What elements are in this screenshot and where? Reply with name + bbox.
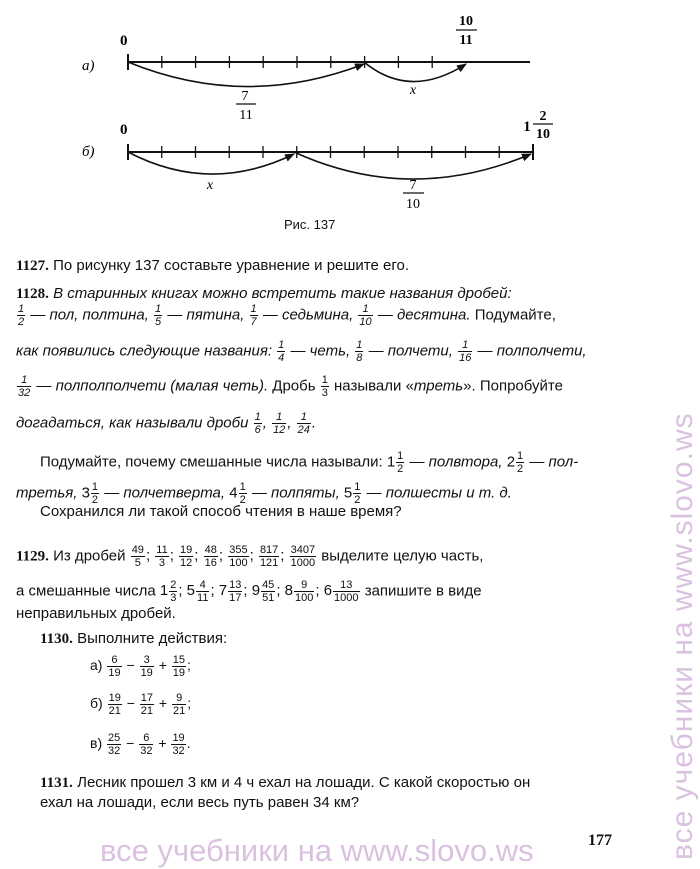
fraction: $\frac{1}{8}$: [356, 339, 363, 364]
fraction: $\frac{1}{2}$: [397, 450, 404, 475]
line-a-arc2: [364, 62, 466, 82]
text: — полшесты и т. д.: [362, 484, 512, 502]
fraction: $\frac{48}{16}$: [204, 544, 217, 569]
fraction: $\frac{17}{21}$: [140, 692, 154, 717]
text: — четь,: [286, 342, 355, 360]
text: — полвтора,: [405, 453, 507, 471]
problem-1129-line1: [16, 544, 626, 569]
fraction: $\frac{817}{121}$: [259, 544, 279, 569]
number-line-a: [82, 14, 530, 123]
fraction: $\frac{1}{10}$: [359, 303, 372, 328]
problem-number: 1130.: [40, 631, 73, 647]
fraction: $\frac{1}{16}$: [459, 339, 472, 364]
exercise-label: б): [90, 695, 107, 712]
text: Лесник прошел 3 км и 4 ч ехал на лошади. С какой скоростью он: [77, 774, 531, 791]
exercise-row: а) $\frac{6}{19}$ − $\frac{3}{19}$ + $\frac{15}{19}$ ;: [90, 654, 191, 679]
line-b-end-den: 10: [536, 127, 550, 142]
text: догадаться, как называли дроби: [16, 414, 253, 432]
text: Из дробей: [53, 547, 130, 565]
fraction: $\frac{1}{2}$: [239, 481, 246, 506]
fraction: $\frac{1}{32}$: [18, 374, 31, 399]
whole: 4: [229, 484, 238, 502]
problem-1128-line3: [16, 339, 626, 364]
fraction: $\frac{3}{19}$: [140, 654, 153, 679]
text: — седьмина,: [258, 306, 358, 324]
line-a-end-den: 11: [459, 33, 473, 48]
fraction: $\frac{1}{2}$: [91, 481, 99, 506]
mixed-whole: 8: [284, 582, 293, 600]
line-a-label: а): [82, 58, 95, 74]
fraction: $\frac{3407}{1000}$: [290, 544, 316, 569]
mixed-whole: 6: [323, 582, 333, 600]
line-b-arc2-den: 10: [406, 197, 420, 212]
text: Подумайте, почему смешанные числа называли:: [40, 453, 387, 471]
problem-number: 1127.: [16, 258, 49, 274]
line-b-label: б): [82, 144, 95, 160]
mixed-fraction: $\frac{2}{3}$: [170, 579, 177, 604]
fraction: $\frac{6}{32}$: [140, 732, 153, 757]
problem-1127: [16, 257, 626, 275]
fraction: $\frac{1}{3}$: [321, 374, 328, 399]
line-a-arc2-label: x: [409, 83, 417, 98]
whole: 5: [343, 484, 353, 502]
problem-1128-line1: [16, 285, 626, 303]
text: Дробь: [272, 377, 320, 395]
exercise-row: б) $\frac{19}{21}$ − $\frac{17}{21}$ + $\frac{9}{21}$ ;: [90, 692, 192, 717]
whole: 2: [506, 453, 516, 471]
fraction: $\frac{1}{5}$: [155, 303, 162, 328]
problem-1128-line8: [40, 503, 650, 521]
watermark-bottom: все учебники на www.slovo.ws: [100, 833, 534, 868]
exercise-row: в) $\frac{25}{32}$ − $\frac{6}{32}$ + $\frac{19}{32}$ .: [90, 732, 191, 757]
watermark-side: все учебники на www.slovo.ws: [666, 412, 699, 860]
line-b-end-num: 2: [539, 109, 547, 124]
line-a-arc1: [128, 62, 364, 87]
fraction: $\frac{9}{21}$: [173, 692, 186, 717]
mixed-whole: 9: [251, 582, 261, 600]
line-b-end-whole: 1: [523, 119, 531, 135]
text: — полпяты,: [247, 484, 344, 502]
text: как появились следующие названия:: [16, 342, 277, 360]
line-a-start: 0: [120, 33, 128, 49]
fraction: $\frac{1}{2}$: [18, 303, 25, 328]
mixed-fraction: $\frac{9}{100}$: [295, 579, 314, 604]
problem-1129-line2: [16, 579, 626, 604]
text: — полчетверта,: [100, 484, 230, 502]
text: — пол-: [525, 453, 579, 471]
fraction: $\frac{19}{32}$: [172, 732, 185, 757]
text: третья,: [16, 484, 82, 502]
figure-caption: Рис. 137: [284, 217, 336, 232]
fraction-list: $\frac{49}{5}$ ; $\frac{11}{3}$ ; $\frac{19}{12}$ ; $\frac{48}{16}$ ; $\frac{355}{100}$ ; $\frac{817}{121}$ ; $\frac{3407}{1000}$: [131, 544, 316, 569]
line-b-arc2-num: 7: [409, 178, 417, 193]
fraction: $\frac{49}{5}$: [131, 544, 144, 569]
text: ехал на лошади, если весь путь равен 34 км?: [40, 794, 360, 811]
number-line-b: [82, 109, 553, 212]
line-b-arc1-label: x: [206, 178, 214, 193]
mixed-fraction: $\frac{13}{1000}$: [334, 579, 359, 604]
text: выделите целую часть,: [317, 547, 484, 565]
fraction: $\frac{6}{19}$: [108, 654, 121, 679]
fraction: $\frac{1}{12}$: [273, 411, 286, 436]
problem-number: 1131.: [40, 775, 73, 791]
fraction: $\frac{11}{3}$: [156, 544, 168, 569]
fraction: $\frac{1}{24}$: [297, 411, 310, 436]
text: — десятина.: [373, 306, 475, 324]
problem-1128-line6: [40, 450, 650, 475]
text: — полполполчети (малая четь).: [32, 377, 273, 395]
text: называли «: [329, 377, 414, 395]
whole: 1: [386, 453, 396, 471]
mixed-fraction: $\frac{45}{51}$: [262, 579, 275, 604]
fraction: $\frac{25}{32}$: [108, 732, 121, 757]
fraction: $\frac{355}{100}$: [229, 544, 248, 569]
fraction: $\frac{15}{19}$: [172, 654, 186, 679]
fraction: $\frac{1}{7}$: [250, 303, 257, 328]
page-number: 177: [588, 832, 612, 849]
text: ». Попробуйте: [463, 377, 563, 395]
text: а смешанные числа: [16, 582, 160, 600]
text: — пятина,: [163, 306, 249, 324]
whole: 3: [81, 484, 90, 502]
problem-number: 1129.: [16, 548, 49, 565]
text: Подумайте,: [474, 306, 556, 324]
fraction: $\frac{1}{6}$: [254, 411, 261, 436]
exercise-label: а): [90, 657, 107, 674]
fraction: $\frac{1}{2}$: [517, 450, 524, 475]
text: запишите в виде: [360, 582, 482, 600]
text: Выполните действия:: [77, 630, 228, 647]
text: — полчети,: [364, 342, 458, 360]
text: — пол, полтина,: [26, 306, 154, 324]
text: треть: [413, 377, 464, 395]
problem-1128-line4: [16, 374, 626, 399]
fraction: $\frac{19}{12}$: [180, 544, 193, 569]
fraction: $\frac{1}{2}$: [354, 481, 361, 506]
line-a-end-num: 10: [459, 14, 473, 29]
mixed-fraction: $\frac{13}{17}$: [229, 579, 242, 604]
line-b-start: 0: [120, 122, 128, 138]
mixed-fraction: $\frac{4}{11}$: [197, 579, 209, 604]
problem-1128-line2: [16, 303, 626, 328]
fraction: $\frac{19}{21}$: [108, 692, 121, 717]
problem-1130: [40, 630, 650, 648]
problem-1128-line5: догадаться, как называли дроби $\frac{1}{6}$ , $\frac{1}{12}$ , $\frac{1}{24}$ .: [16, 411, 317, 436]
line-b-arc2: [294, 152, 531, 179]
problem-text: По рисунку 137 составьте уравнение и решите его.: [53, 257, 410, 274]
line-a-arc1-den: 11: [239, 108, 253, 123]
text: — полполчети,: [473, 342, 587, 360]
text: Сохранился ли такой способ чтения в наше время?: [40, 503, 402, 520]
problem-1131-line1: [40, 774, 650, 792]
exercise-label: в): [90, 735, 106, 752]
problem-1129-line3: [16, 605, 626, 623]
mixed-number-list: 1 $\frac{2}{3}$ ; 5 $\frac{4}{11}$ ; 7 $\frac{13}{17}$ ; 9 $\frac{45}{51}$ ; 8 $\frac{9}{100}$ ; 6 $\frac{13}{1000}$: [159, 579, 359, 604]
fraction: $\frac{1}{4}$: [278, 339, 285, 364]
problem-number: 1128.: [16, 286, 49, 302]
mixed-whole: 5: [186, 582, 196, 600]
mixed-whole: 7: [218, 582, 228, 600]
text: В старинных книгах можно встретить такие названия дробей:: [53, 285, 512, 302]
line-b-arc1: [128, 152, 294, 174]
line-a-arc1-num: 7: [241, 89, 249, 104]
figure-137: [0, 0, 700, 240]
problem-1131-line2: [40, 794, 650, 812]
text: неправильных дробей.: [16, 605, 176, 622]
mixed-whole: 1: [159, 582, 169, 600]
